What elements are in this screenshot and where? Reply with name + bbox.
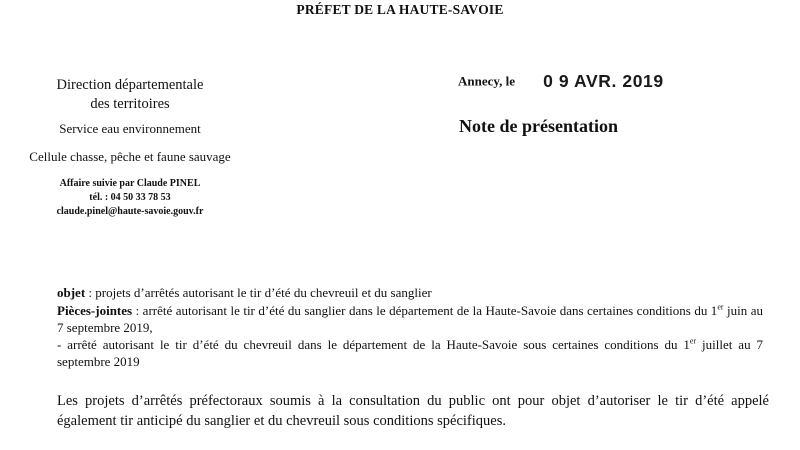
- pieces-jointes-block: [57, 302, 763, 370]
- contact-block: [10, 177, 250, 219]
- dateline: [458, 71, 664, 92]
- pj-item-1-end: juin au 7 septembre 2019,: [57, 303, 763, 335]
- pj-item-2-sup: er: [689, 336, 697, 346]
- pj-item-2-end: juillet au 7 septembre 2019: [57, 337, 763, 369]
- prefecture-header: PRÉFET DE LA HAUTE-SAVOIE: [296, 2, 504, 17]
- pj-item-1-sup: er: [717, 302, 724, 312]
- telephone: tél. : 04 50 33 78 53: [89, 192, 171, 203]
- pj-item-2-text: - arrêté autorisant le tir d’été du chevreuil dans le département de la Haute-Savoie sous certaines conditions du 1: [57, 337, 690, 352]
- place-label: Annecy, le: [458, 73, 516, 89]
- sender-block: [10, 76, 250, 166]
- email: claude.pinel@haute-savoie.gouv.fr: [56, 206, 204, 217]
- objet-text: : projets d’arrêtés autorisant le tir d’été du chevreuil et du sanglier: [85, 285, 432, 300]
- service-name: Service eau environnement: [59, 121, 201, 136]
- intro-paragraph: Les projets d’arrêtés préfectoraux soumis à la consultation du public ont pour objet d’autoriser le tir d’été appelé également tir anticipé du sanglier et du chevreuil sous conditions spécifiques.: [57, 393, 769, 429]
- pj-item-1-text: : arrêté autorisant le tir d’été du sanglier dans le département de la Haute-Savoie dans certaines conditions du 1: [132, 303, 718, 318]
- pj-item-2: [57, 336, 763, 370]
- objet-line: [57, 284, 763, 301]
- date-stamp: 0 9 AVR. 2019: [543, 71, 664, 91]
- direction-line-1: Direction départementale: [56, 77, 204, 93]
- pj-item-1: [57, 302, 763, 336]
- direction-line-2: des territoires: [90, 96, 170, 112]
- affaire-suivie: Affaire suivie par Claude PINEL: [59, 178, 201, 189]
- pj-label: Pièces-jointes: [57, 303, 133, 318]
- objet-label: objet: [57, 285, 86, 300]
- cellule-name: Cellule chasse, pêche et faune sauvage: [29, 149, 231, 164]
- document-title: Note de présentation: [459, 116, 618, 136]
